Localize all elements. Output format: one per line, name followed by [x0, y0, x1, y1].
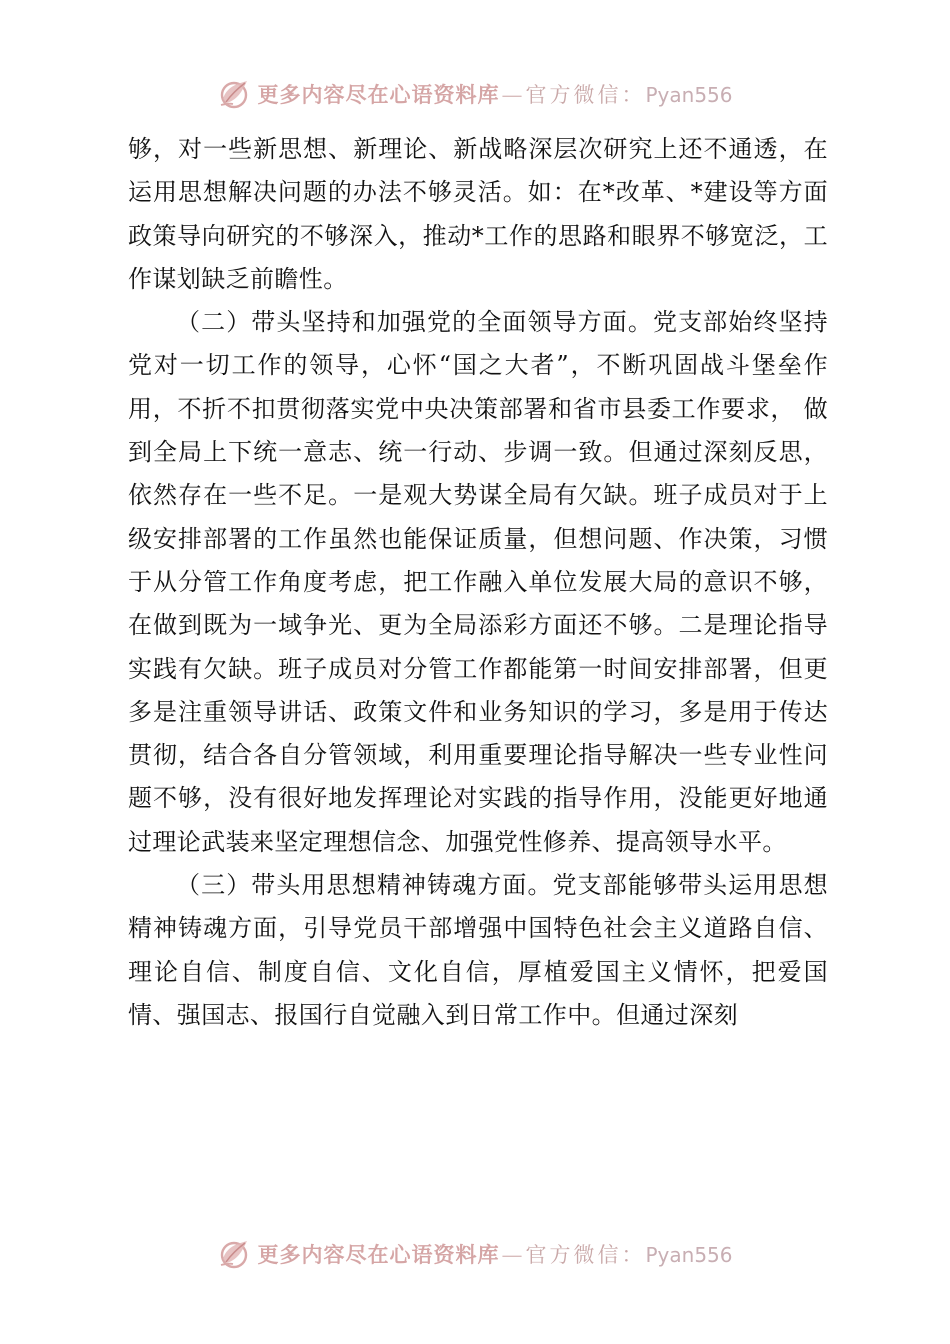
watermark-brand: 更多内容尽在心语资料库	[257, 82, 500, 107]
watermark-separator: —	[501, 1243, 524, 1267]
leaf-logo-icon	[217, 1237, 251, 1271]
paragraph-continuation: 够，对一些新思想、新理论、新战略深层次研究上还不通透，在运用思想解决问题的办法不够灵活。如：在*改革、*建设等方面政策导向研究的不够深入，推动*工作的思路和眼界不够宽泛，工作谋划缺乏前瞻性。	[128, 135, 828, 293]
watermark-brand: 更多内容尽在心语资料库	[257, 1242, 500, 1267]
footer-watermark	[0, 1234, 950, 1274]
leaf-logo-icon	[217, 77, 251, 111]
watermark-text	[257, 79, 732, 109]
document-body	[128, 128, 828, 1037]
paragraph-section-three: （三）带头用思想精神铸魂方面。党支部能够带头运用思想精神铸魂方面，引导党员干部增强中国特色社会主义道路自信、理论自信、制度自信、文化自信，厚植爱国主义情怀，把爱国情、强国志、报国行自觉融入到日常工作中。但通过深刻	[128, 871, 828, 1029]
watermark-text	[257, 1239, 732, 1269]
watermark-label: 官方微信：	[525, 1243, 646, 1267]
header-watermark	[0, 74, 950, 114]
watermark-id: Pyan556	[645, 1243, 733, 1267]
watermark-label: 官方微信：	[525, 83, 646, 107]
watermark-id: Pyan556	[645, 83, 733, 107]
paragraph-section-two: （二）带头坚持和加强党的全面领导方面。党支部始终坚持党对一切工作的领导，心怀“国之大者”，不断巩固战斗堡垒作用，不折不扣贯彻落实党中央决策部署和省市县委工作要求， 做到全局上下统一意志、统一行动、步调一致。但通过深刻反思，依然存在一些不足。一是观大势谋全局有欠缺。班子成员对于上级安排部署的工作虽然也能保证质量，但想问题、作决策，习惯于从分管工作角度考虑，把工作融入单位发展大局的意识不够，在做到既为一域争光、更为全局添彩方面还不够。二是理论指导实践有欠缺。班子成员对分管工作都能第一时间安排部署，但更多是注重领导讲话、政策文件和业务知识的学习，多是用于传达贯彻，结合各自分管领域，利用重要理论指导解决一些专业性问题不够，没有很好地发挥理论对实践的指导作用，没能更好地通过理论武装来坚定理想信念、加强党性修养、提高领导水平。	[128, 308, 828, 856]
watermark-separator: —	[501, 83, 524, 107]
